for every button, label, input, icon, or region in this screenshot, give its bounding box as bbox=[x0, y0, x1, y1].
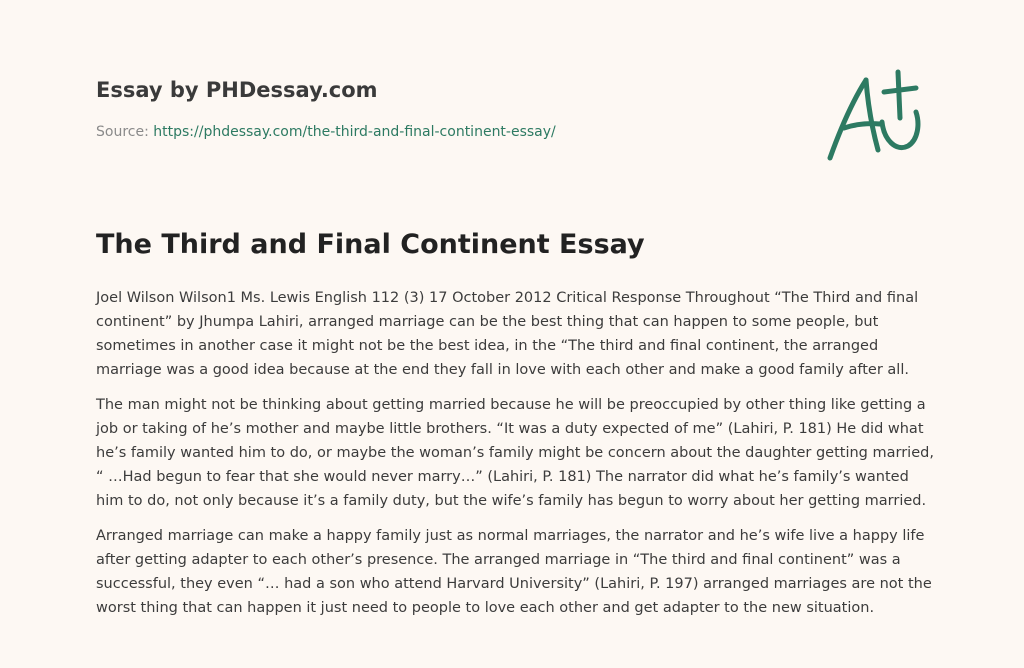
source-label: Source: bbox=[96, 124, 149, 140]
source-line bbox=[96, 122, 796, 142]
a-plus-grade-icon bbox=[822, 66, 932, 166]
essay-paragraph-1: Joel Wilson Wilson1 Ms. Lewis English 112 (3) 17 October 2012 Critical Response Throughout “The Third and final continent” by Jhumpa Lahiri, arranged marriage can be the best thing that can happen to some people, but sometimes in another case it might not be the best idea, in the “The third and final continent, the arranged marriage was a good idea because at the end they fall in love with each other and make a good family after all. bbox=[96, 290, 919, 378]
essay-paragraph-3: Arranged marriage can make a happy family just as normal marriages, the narrator and he’s wife live a happy life after getting adapter to each other’s presence. The arranged marriage in “The third and final continent” was a successful, they even “… had a son who attend Harvard University” (Lahiri, P. 197) arranged marriages are not the worst thing that can happen it just need to people to love each other and get adapter to the new situation. bbox=[96, 528, 932, 616]
site-title: Essay by PHDessay.com bbox=[96, 78, 378, 102]
essay-content bbox=[96, 226, 936, 631]
essay-paragraph-2: The man might not be thinking about getting married because he will be preoccupied by other thing like getting a job or taking of he’s mother and maybe little brothers. “It was a duty expected of me” (Lahiri, P. 181) He did what he’s family wanted him to do, or maybe the woman’s family might be concern about the daughter getting married, “ …Had begun to fear that she would never marry…” (Lahiri, P. 181) The narrator did what he’s family’s wanted him to do, not only because it’s a family duty, but the wife’s family has begun to worry about her getting married. bbox=[96, 397, 934, 509]
page-header bbox=[96, 76, 796, 142]
essay-title: The Third and Final Continent Essay bbox=[96, 229, 645, 260]
source-link[interactable]: https://phdessay.com/the-third-and-final-continent-essay/ bbox=[153, 124, 556, 140]
